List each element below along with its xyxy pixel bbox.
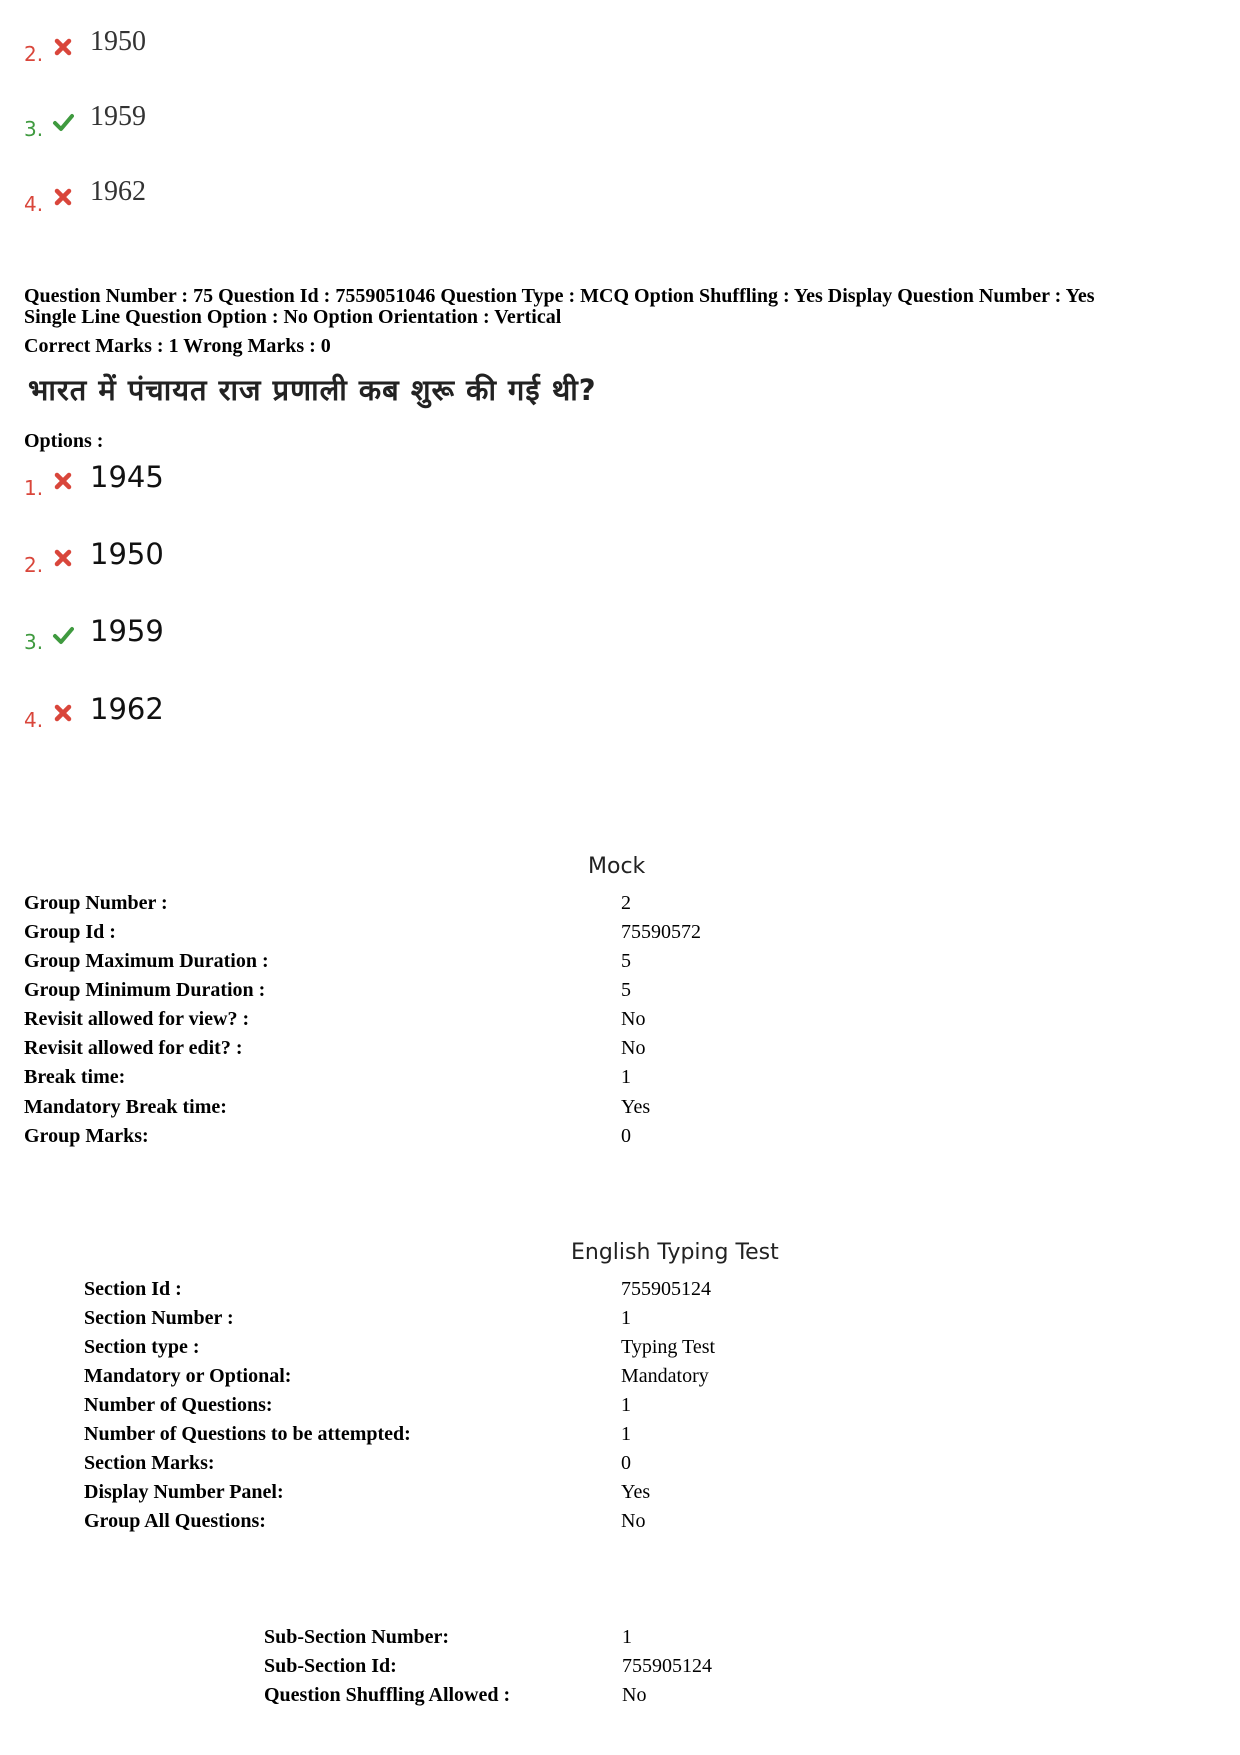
detail-value: 755905124 [621, 1278, 711, 1300]
detail-label: Mandatory Break time: [24, 1096, 227, 1118]
detail-value: No [621, 1037, 646, 1059]
detail-value: 5 [621, 979, 631, 1001]
detail-value: 1 [622, 1626, 632, 1648]
detail-value: Mandatory [621, 1365, 709, 1387]
detail-value: 0 [621, 1125, 631, 1147]
detail-label: Break time: [24, 1066, 126, 1088]
detail-value: Yes [621, 1481, 651, 1503]
detail-value: 5 [621, 950, 631, 972]
option-value: 1950 [90, 537, 164, 571]
question-text: भारत में पंचायत राज प्रणाली कब शुरू की गई थी? [28, 373, 597, 407]
option-value: 1945 [90, 460, 164, 494]
checkmark-icon [52, 624, 74, 646]
detail-label: Revisit allowed for view? : [24, 1008, 250, 1030]
detail-value: 1 [621, 1423, 631, 1445]
detail-label: Group Number : [24, 892, 168, 914]
detail-label: Group Maximum Duration : [24, 950, 269, 972]
detail-label: Number of Questions to be attempted: [84, 1423, 411, 1445]
cross-icon [52, 186, 74, 208]
detail-value: 1 [621, 1066, 631, 1088]
question-marks: Correct Marks : 1 Wrong Marks : 0 [24, 335, 331, 357]
detail-value: No [621, 1510, 646, 1532]
detail-value: No [622, 1684, 647, 1706]
detail-label: Section Number : [84, 1307, 234, 1329]
cross-icon [52, 547, 74, 569]
detail-value: Typing Test [621, 1336, 716, 1358]
detail-label: Sub-Section Id: [264, 1655, 397, 1677]
detail-value: 2 [621, 892, 631, 914]
detail-label: Section Marks: [84, 1452, 215, 1474]
question-meta-line-2: Single Line Question Option : No Option Orientation : Vertical [24, 306, 562, 328]
detail-value: 755905124 [622, 1655, 712, 1677]
detail-label: Group Minimum Duration : [24, 979, 266, 1001]
option-value: 1950 [90, 26, 146, 57]
detail-label: Group Id : [24, 921, 116, 943]
detail-label: Section Id : [84, 1278, 182, 1300]
option-value: 1962 [90, 176, 146, 207]
detail-label: Sub-Section Number: [264, 1626, 450, 1648]
detail-value: 1 [621, 1394, 631, 1416]
option-value: 1962 [90, 692, 164, 726]
cross-icon [52, 36, 74, 58]
detail-label: Section type : [84, 1336, 200, 1358]
detail-label: Revisit allowed for edit? : [24, 1037, 243, 1059]
option-number: 3. [24, 117, 44, 141]
detail-value: 0 [621, 1452, 631, 1474]
detail-value: 75590572 [621, 921, 701, 943]
option-number: 1. [24, 476, 44, 500]
detail-label: Number of Questions: [84, 1394, 273, 1416]
detail-label: Display Number Panel: [84, 1481, 284, 1503]
cross-icon [52, 470, 74, 492]
option-value: 1959 [90, 614, 164, 648]
option-number: 2. [24, 553, 44, 577]
option-number: 4. [24, 192, 44, 216]
question-meta-line-1: Question Number : 75 Question Id : 7559051046 Question Type : MCQ Option Shuffling : Yes Display Question Number : Yes [24, 285, 1095, 307]
detail-label: Question Shuffling Allowed : [264, 1684, 511, 1706]
option-value: 1959 [90, 101, 146, 132]
detail-value: No [621, 1008, 646, 1030]
option-number: 4. [24, 708, 44, 732]
detail-label: Group All Questions: [84, 1510, 266, 1532]
section-caption: English Typing Test [571, 1240, 779, 1265]
group-caption: Mock [588, 854, 646, 879]
cross-icon [52, 702, 74, 724]
detail-label: Mandatory or Optional: [84, 1365, 292, 1387]
checkmark-icon [52, 111, 74, 133]
detail-value: 1 [621, 1307, 631, 1329]
options-label: Options : [24, 430, 104, 452]
detail-label: Group Marks: [24, 1125, 149, 1147]
option-number: 3. [24, 630, 44, 654]
detail-value: Yes [621, 1096, 651, 1118]
option-number: 2. [24, 42, 44, 66]
